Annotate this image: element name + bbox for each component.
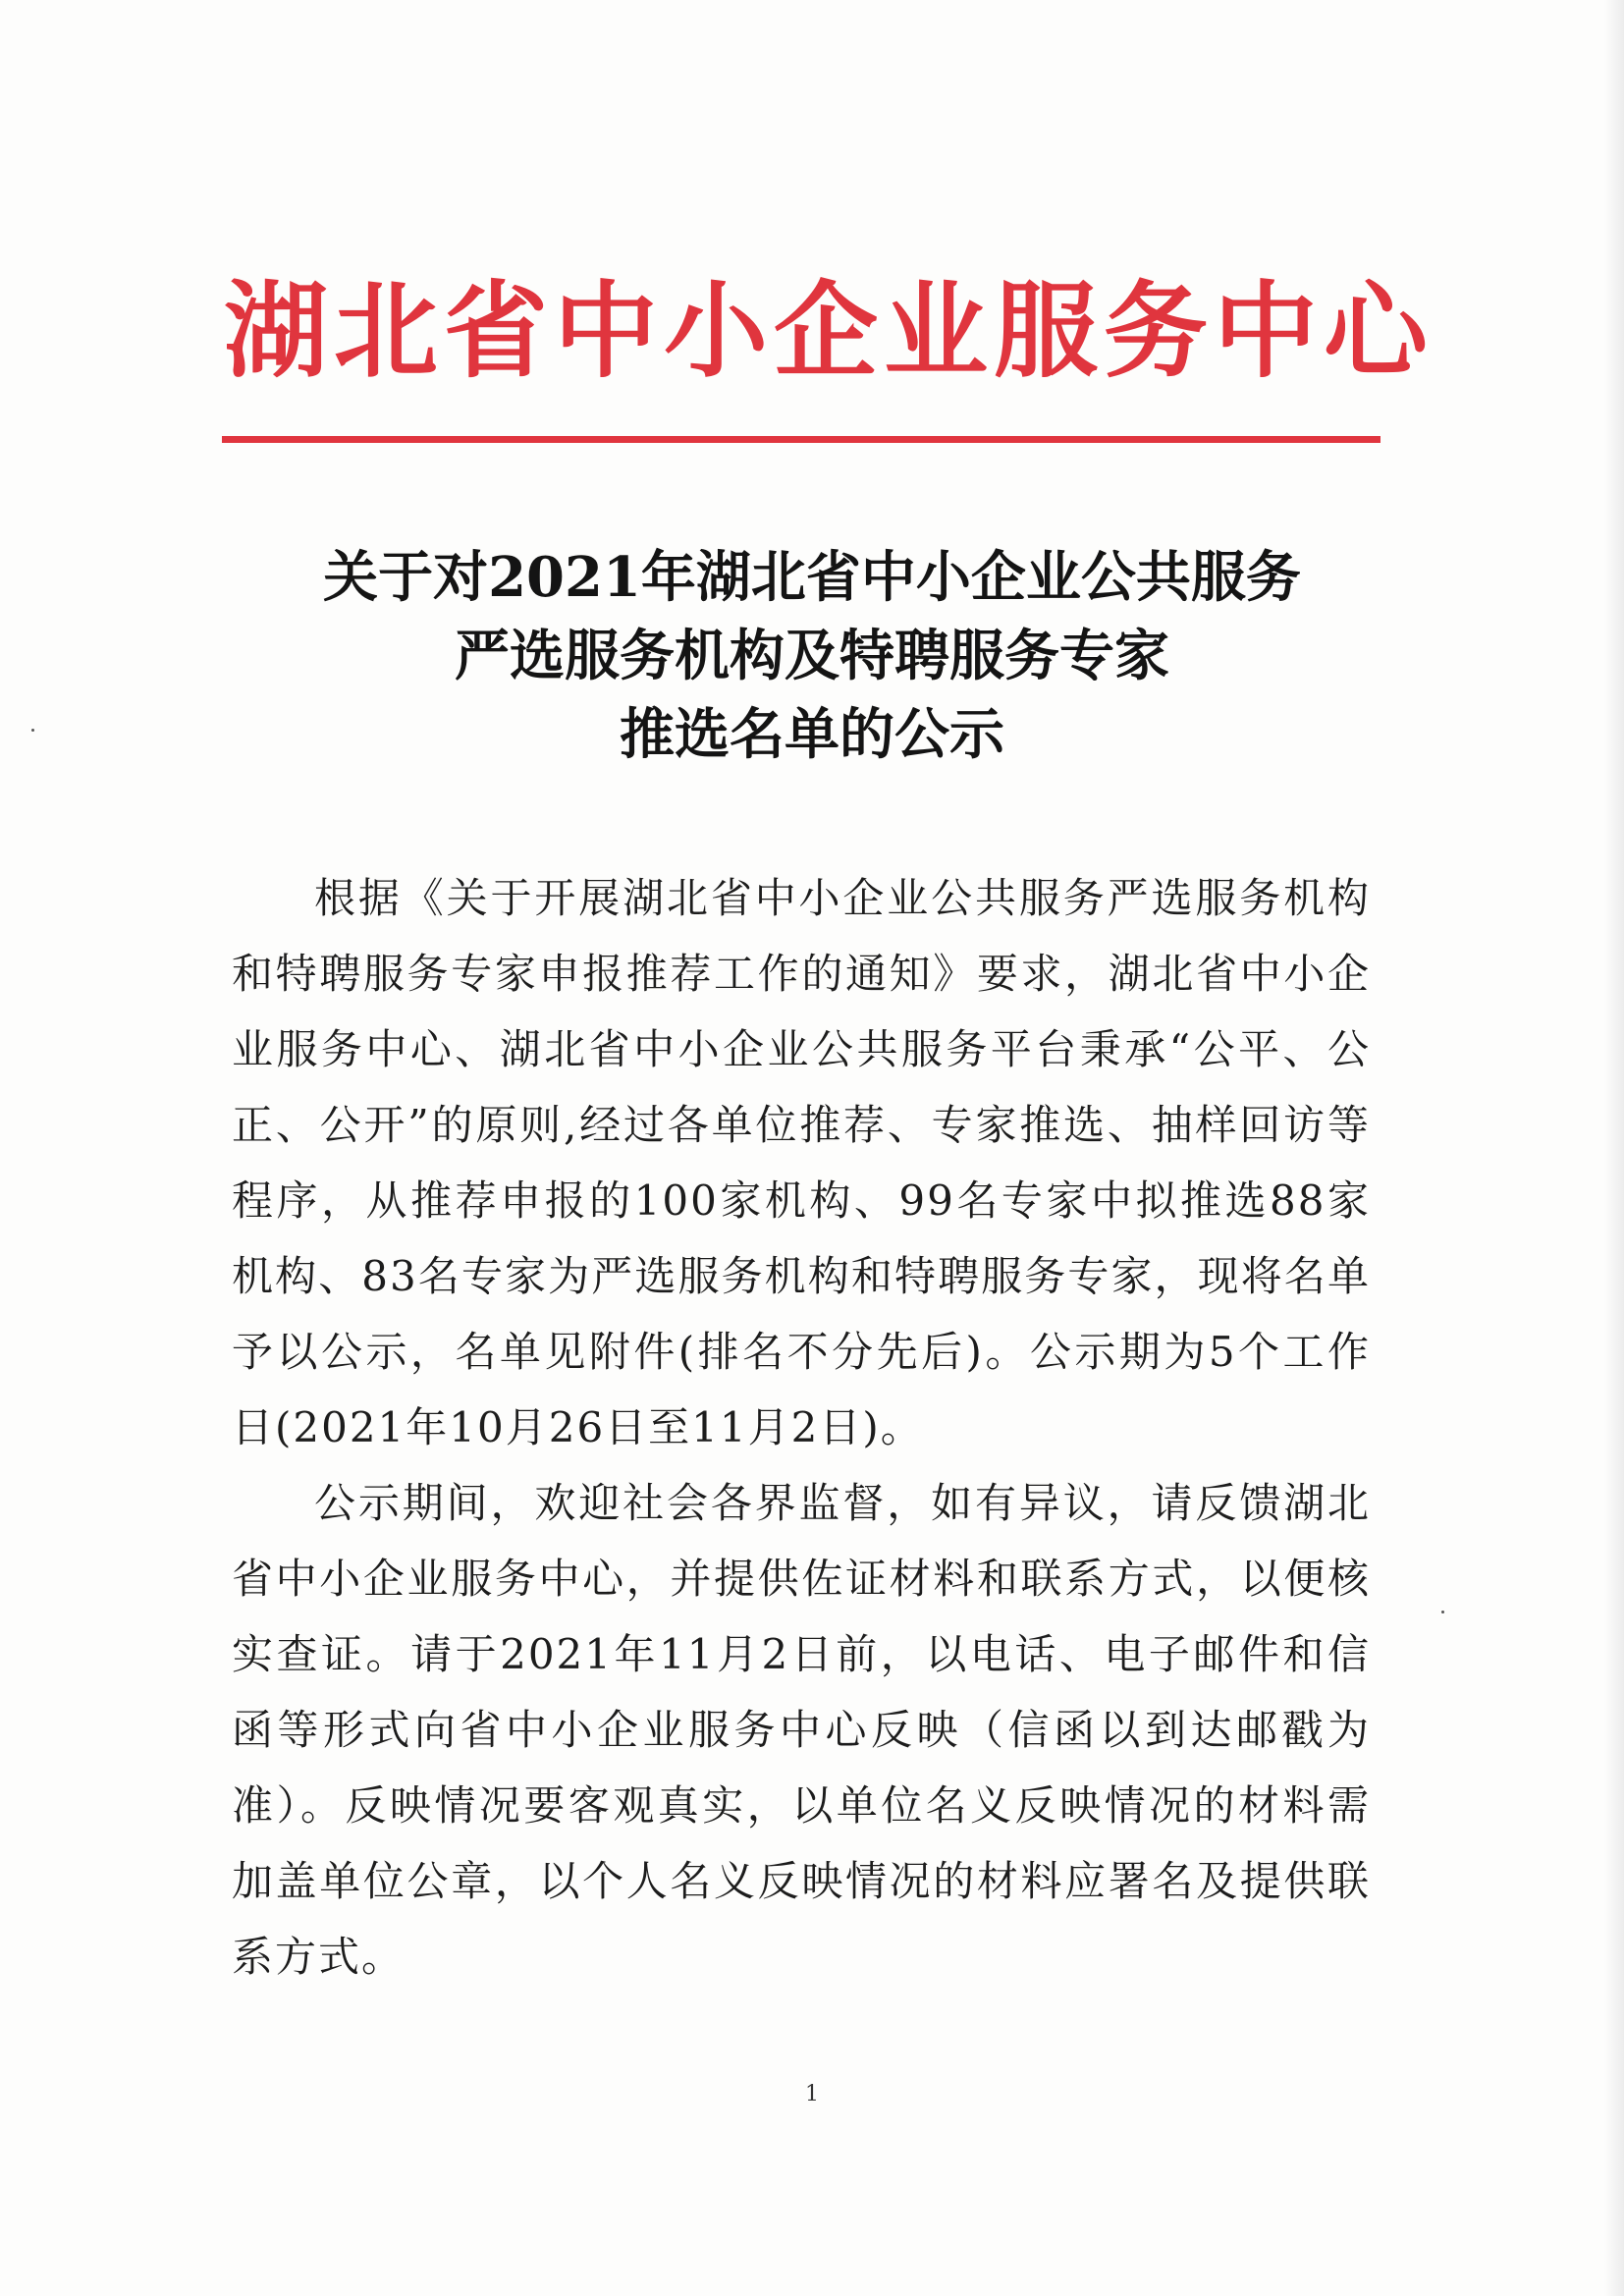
scan-speck — [1441, 1611, 1444, 1613]
scan-speck — [31, 729, 34, 732]
letterhead-red-rule — [222, 436, 1380, 443]
body-paragraph-1: 根据《关于开展湖北省中小企业公共服务严选服务机构和特聘服务专家申报推荐工作的通知》要求，湖北省中小企业服务中心、湖北省中小企业公共服务平台秉承“公平、公正、公开”的原则,经过各单位推荐、专家推选、抽样回访等程序，从推荐申报的100家机构、99名专家中拟推选88家机构、83名专家为严选服务机构和特聘服务专家，现将名单予以公示，名单见附件(排名不分先后)。公示期为5个工作日(2021年10月26日至11月2日)。 — [232, 874, 1371, 1451]
page-number: 1 — [805, 2082, 819, 2106]
letterhead-org-name: 湖北省中小企业服务中心 — [224, 269, 1434, 392]
document-body — [232, 860, 1371, 1995]
scan-edge-shadow — [1604, 0, 1624, 2296]
body-paragraph-2: 公示期间，欢迎社会各界监督，如有异议，请反馈湖北省中小企业服务中心，并提供佐证材料和联系方式，以便核实查证。请于2021年11月2日前，以电话、电子邮件和信函等形式向省中小企业服务中心反映（信函以到达邮戳为准）。反映情况要客观真实，以单位名义反映情况的材料需加盖单位公章，以个人名义反映情况的材料应署名及提供联系方式。 — [232, 1479, 1371, 1981]
document-title — [196, 538, 1428, 774]
title-line-3: 推选名单的公示 — [620, 702, 1004, 767]
title-line-1: 关于对2021年湖北省中小企业公共服务 — [323, 545, 1301, 610]
title-line-2: 严选服务机构及特聘服务专家 — [455, 624, 1169, 688]
